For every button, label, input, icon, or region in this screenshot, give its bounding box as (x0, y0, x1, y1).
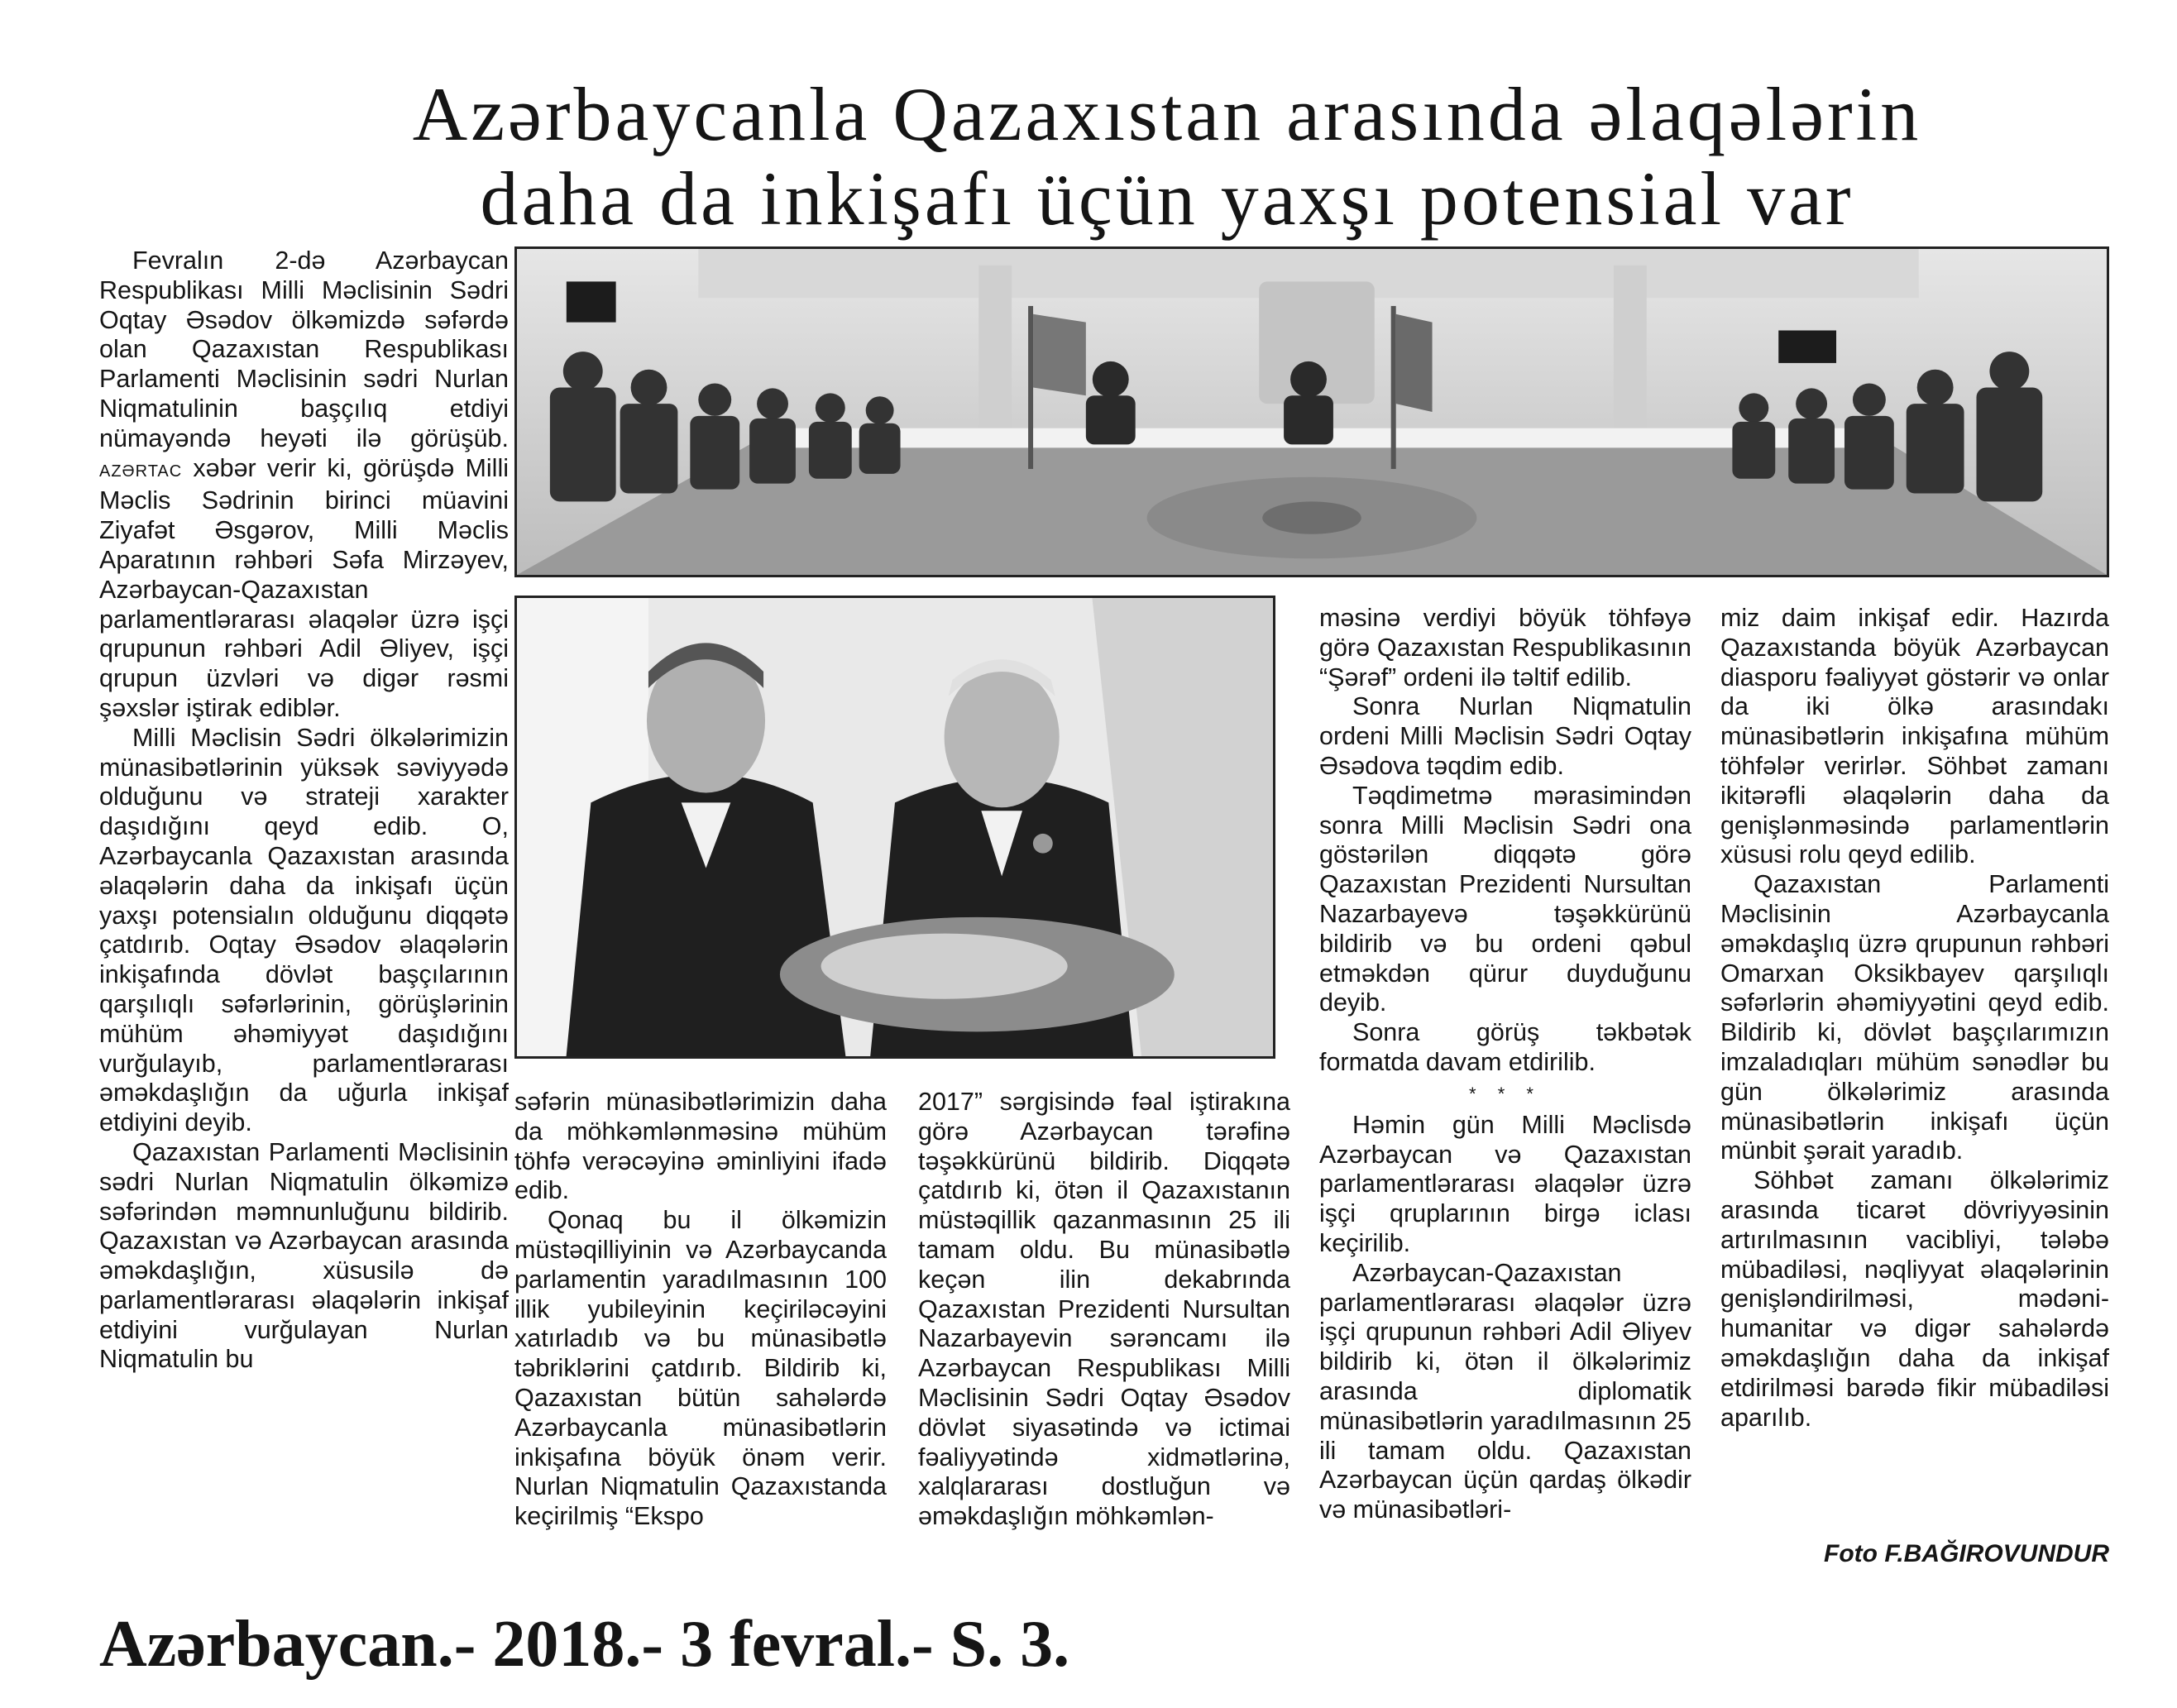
source-citation: Azərbaycan.- 2018.- 3 fevral.- S. 3. (99, 1608, 1070, 1681)
headline-line-2: daha da inkişafı üçün yaxşı potensial var (480, 156, 1854, 241)
col1-p1-text-cont: xəbər verir ki, görüşdə Milli Məclis Sədrinin birinci müavini Ziyafət Əsgərov, Milli Məclis Aparatının rəhbəri Səfa Mirzəyev, Azərbaycan-Qazaxıstan parlamentlərarası əlaqələr üzrə işçi qrupunun rəhbəri Adil Əliyev, işçi qrupun üzvləri və digər rəsmi şəxslər iştirak ediblər. (99, 453, 509, 722)
award-ceremony-photo (514, 596, 1275, 1059)
col5-paragraph-3: Söhbət zamanı ölkələrimiz arasında ticarət dövriyyəsinin artırılmasının vacibliyi, tələbə mübadiləsi, nəqliyyat əlaqələrinin genişləndirilməsi, mədəni-humanitar və digər sahələrdə əməkdaşlığın daha da inkişaf etdirilməsi barədə fikir mübadiləsi aparılıb. (1720, 1166, 2109, 1432)
col2-paragraph-1: səfərin münasibətlərimizin daha da möhkəmlənməsinə mühüm töhfə verəcəyinə əminliyini ifadə edib. (514, 1088, 887, 1205)
col4-paragraph-2: Sonra Nurlan Niqmatulin ordeni Milli Məclisin Sədri Oqtay Əsədova təqdim edib. (1319, 692, 1691, 780)
article-column-2 (514, 1088, 887, 1571)
col1-paragraph-1 (99, 246, 509, 724)
col5-paragraph-2: Qazaxıstan Parlamenti Məclisinin Azərbaycanla əməkdaşlıq üzrə qrupunun rəhbəri Omarxan Oksikbayev qarşılıqlı səfərlərin əhəmiyyətini qeyd edib. Bildirib ki, dövlət başçılarımızın imzaladıqları mühüm sənədlər bu gün ölkələrimiz arasında münasibətlərin inkişafı üçün münbit şərait yaradıb. (1720, 870, 2109, 1165)
col5-paragraph-1: miz daim inkişaf edir. Hazırda Qazaxıstanda böyük Azərbaycan diasporu fəaliyyət göstərir və onlar da iki ölkə arasındakı münasibətlərin inkişafına mühüm töhfələr verirlər. Söhbət zamanı ikitərəfli əlaqələrin daha da genişlənməsində parlamentlərin xüsusi rolu qeyd edilib. (1720, 604, 2109, 869)
col2-paragraph-2: Qonaq bu il ölkəmizin müstəqilliyinin və Azərbaycanda parlamentin yaradılmasının 100 illik yubileyinin keçiriləcəyini xatırladıb və bu münasibətlə təbriklərini çatdırıb. Bildirib ki, Qazaxıstan bütün sahələrdə Azərbaycanla münasibətlərin inkişafına böyük önəm verir. Nurlan Niqmatulin Qazaxıstanda keçirilmiş “Ekspo (514, 1206, 887, 1531)
article-column-5 (1720, 604, 2109, 1538)
agency-name: AZƏRTAC (99, 462, 183, 481)
col4-paragraph-1: məsinə verdiyi böyük töhfəyə görə Qazaxıstan Respublikasının “Şərəf” ordeni ilə təltif edilib. (1319, 604, 1691, 691)
col4-paragraph-3: Təqdimetmə mərasimindən sonra Milli Məclisin Sədri ona göstərilən diqqətə görə Qazaxıstan Prezidenti Nursultan Nazarbayevə təşəkkürünü bildirib və bu ordeni qəbul etməkdən qürur duyduğunu deyib. (1319, 781, 1691, 1017)
col3-paragraph-1: 2017” sərgisində fəal iştirakına görə Azərbaycan tərəfinə təşəkkürünü bildirib. Diqqətə çatdırıb ki, ötən il Qazaxıstanın müstəqillik qazanmasının 25 ili tamam oldu. Bu münasibətlə keçən ilin dekabrında Qazaxıstan Prezidenti Nursultan Nazarbayevin sərəncamı ilə Azərbaycan Respublikası Milli Məclisinin Sədri Oqtay Əsədov dövlət siyasətində və ictimai fəaliyyətində xidmətlərinə, xalqlararası dostluğun və əməkdaşlığın möhkəmlən- (918, 1088, 1290, 1531)
article-column-3 (918, 1088, 1290, 1571)
col1-p1-text: Fevralın 2-də Azərbaycan Respublikası Milli Məclisinin Sədri Oqtay Əsədov ölkəmizdə səfərdə olan Qazaxıstan Respublikası Parlamenti Məclisinin sədri Nurlan Niqmatulinin başçılıq etdiyi nümayəndə heyəti ilə görüşüb. (99, 246, 509, 452)
col1-paragraph-2: Milli Məclisin Sədri ölkələrimizin münasibətlərinin yüksək səviyyədə olduğunu və strateji xarakter daşıdığını qeyd edib. O, Azərbaycanla Qazaxıstan arasında əlaqələrin daha da inkişafı üçün yaxşı potensialın olduğunu diqqətə çatdırıb. Oqtay Əsədov əlaqələrin inkişafında dövlət başçılarının qarşılıqlı səfərlərinin, görüşlərinin mühüm əhəmiyyət daşıdığını vurğulayıb, parlamentlərarası əməkdaşlığın da uğurla inkişaf etdiyini deyib. (99, 723, 509, 1137)
meeting-photo-image (517, 249, 2107, 575)
photo-credit: Foto F.BAĞIROVUNDUR (1824, 1540, 2109, 1567)
meeting-photo (514, 246, 2109, 577)
section-separator: * * * (1469, 1083, 1542, 1104)
col4-paragraph-6: Azərbaycan-Qazaxıstan parlamentlərarası əlaqələr üzrə işçi qrupunun rəhbəri Adil Əliyev bildirib ki, ötən il ölkələrimiz arasında diplomatik münasibətlərin yaradılmasının 25 ili tamam oldu. Qazaxıstan Azərbaycan üçün qardaş ölkədir və münasibətləri- (1319, 1258, 1691, 1524)
headline-line-1: Azərbaycanla Qazaxıstan arasında əlaqələrin (412, 72, 1922, 156)
col4-paragraph-4: Sonra görüş təkbətək formatda davam etdirilib. (1319, 1018, 1691, 1076)
col1-paragraph-3: Qazaxıstan Parlamenti Məclisinin sədri Nurlan Niqmatulin ölkəmizə səfərindən məmnunluğunu bildirib. Qazaxıstan və Azərbaycan arasında əməkdaşlığın, xüsusilə də parlamentlərarası əlaqələrin inkişaf etdiyini vurğulayan Nurlan Niqmatulin bu (99, 1137, 509, 1374)
article-column-4 (1319, 604, 1691, 1576)
award-ceremony-photo-image (517, 598, 1273, 1056)
article-column-1 (99, 246, 509, 1570)
col4-paragraph-5: Həmin gün Milli Məclisdə Azərbaycan və Qazaxıstan parlamentlərarası əlaqələr üzrə işçi qruplarının birgə iclası keçirilib. (1319, 1110, 1691, 1257)
